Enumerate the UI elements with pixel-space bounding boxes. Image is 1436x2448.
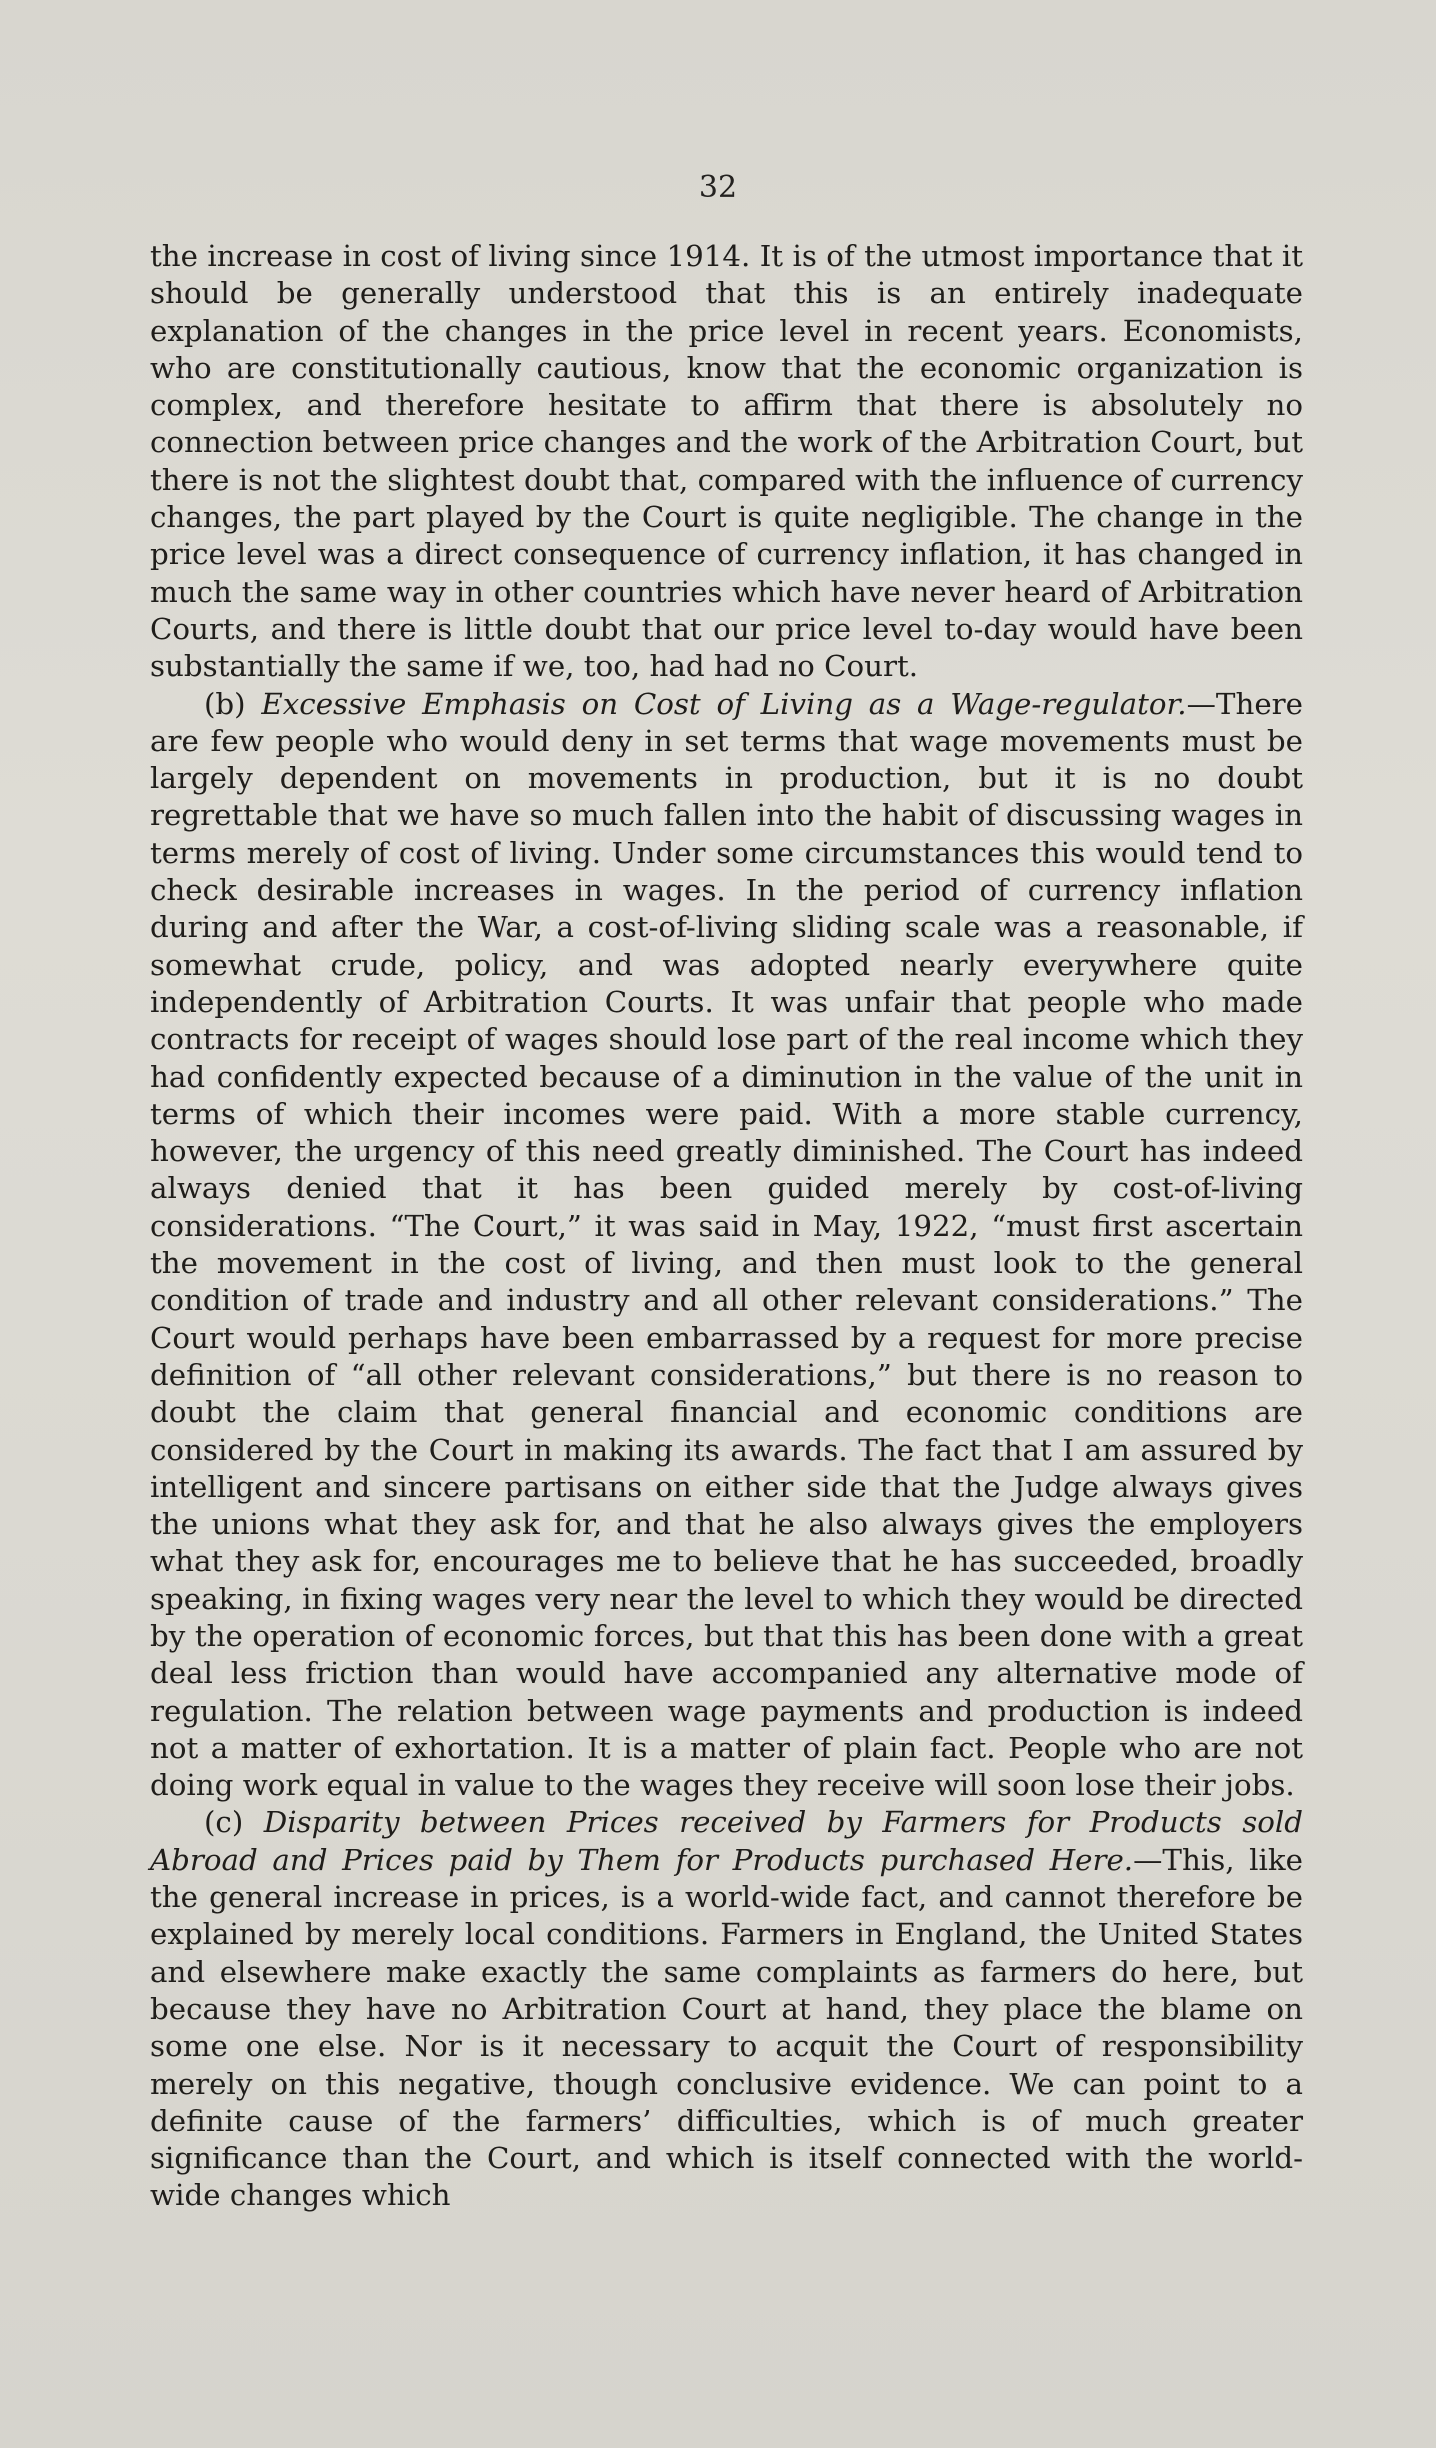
page-number: 32 bbox=[698, 170, 738, 205]
paragraph-3-prefix: (c) bbox=[204, 1805, 244, 1840]
paragraph-3 bbox=[150, 1804, 1303, 2214]
paragraph-3-text: —This, like the general increase in prices, is a world-wide fact, and cannot therefore be explained by merely local conditions. Farmers in England, the United States and elsewhere make exactly the same complaints as farmers do here, but because they have no Arbitration Court at hand, they place the blame on some one else. Nor is it necessary to acquit the Court of responsibility merely on this negative, though conclusive evidence. We can point to a definite cause of the farmers’ difficulties, which is of much greater significance than the Court, and which is itself connected with the world-wide changes which bbox=[150, 1842, 1303, 2213]
body-text bbox=[150, 238, 1303, 2215]
paragraph-3-heading: Disparity between Prices received by Farmers for Products sold Abroad and Prices paid by Them for Products purchased Here. bbox=[150, 1805, 1303, 1877]
paragraph-1: the increase in cost of living since 1914. It is of the utmost importance that it should be generally understood that this is an entirely inadequate explanation of the changes in the price level in recent years. Economists, who are constitutionally cautious, know that the economic organization is complex, and therefore hesitate to affirm that there is absolutely no connection between price changes and the work of the Arbitration Court, but there is not the slightest doubt that, compared with the influence of currency changes, the part played by the Court is quite negligible. The change in the price level was a direct consequence of currency inflation, it has changed in much the same way in other countries which have never heard of Arbitration Courts, and there is little doubt that our price level to-day would have been substantially the same if we, too, had had no Court. bbox=[150, 239, 1303, 684]
paragraph-2-text: —There are few people who would deny in set terms that wage movements must be largely dependent on movements in production, but it is no doubt regrettable that we have so much fallen into the habit of discussing wages in terms merely of cost of living. Under some circumstances this would tend to check desirable increases in wages. In the period of currency inflation during and after the War, a cost-of-living sliding scale was a reasonable, if somewhat crude, policy, and was adopted nearly everywhere quite independently of Arbitration Courts. It was unfair that people who made contracts for receipt of wages should lose part of the real income which they had confidently expected because of a diminution in the value of the unit in terms of which their incomes were paid. With a more stable currency, however, the urgency of this need greatly diminished. The Court has indeed always denied that it has been guided merely by cost-of-living considerations. “The Court,” it was said in May, 1922, “must first ascertain the movement in the cost of living, and then must look to the general condition of trade and industry and all other relevant considerations.” The Court would perhaps have been embarrassed by a request for more precise definition of “all other relevant considerations,” but there is no reason to doubt the claim that general financial and economic conditions are considered by the Court in making its awards. The fact that I am assured by intelligent and sincere partisans on either side that the Judge always gives the unions what they ask for, and that he also always gives the employers what they ask for, encourages me to believe that he has succeeded, broadly speaking, in fixing wages very near the level to which they would be directed by the operation of economic forces, but that this has been done with a great deal less friction than would have accompanied any alternative mode of regulation. The relation between wage payments and production is indeed not a matter of exhortation. It is a matter of plain fact. People who are not doing work equal in value to the wages they receive will soon lose their jobs. bbox=[150, 686, 1303, 1803]
paragraph-2-prefix: (b) bbox=[204, 686, 246, 721]
paragraph-2 bbox=[150, 686, 1303, 1805]
paragraph-2-heading: Excessive Emphasis on Cost of Living as a Wage-regulator. bbox=[261, 686, 1187, 721]
